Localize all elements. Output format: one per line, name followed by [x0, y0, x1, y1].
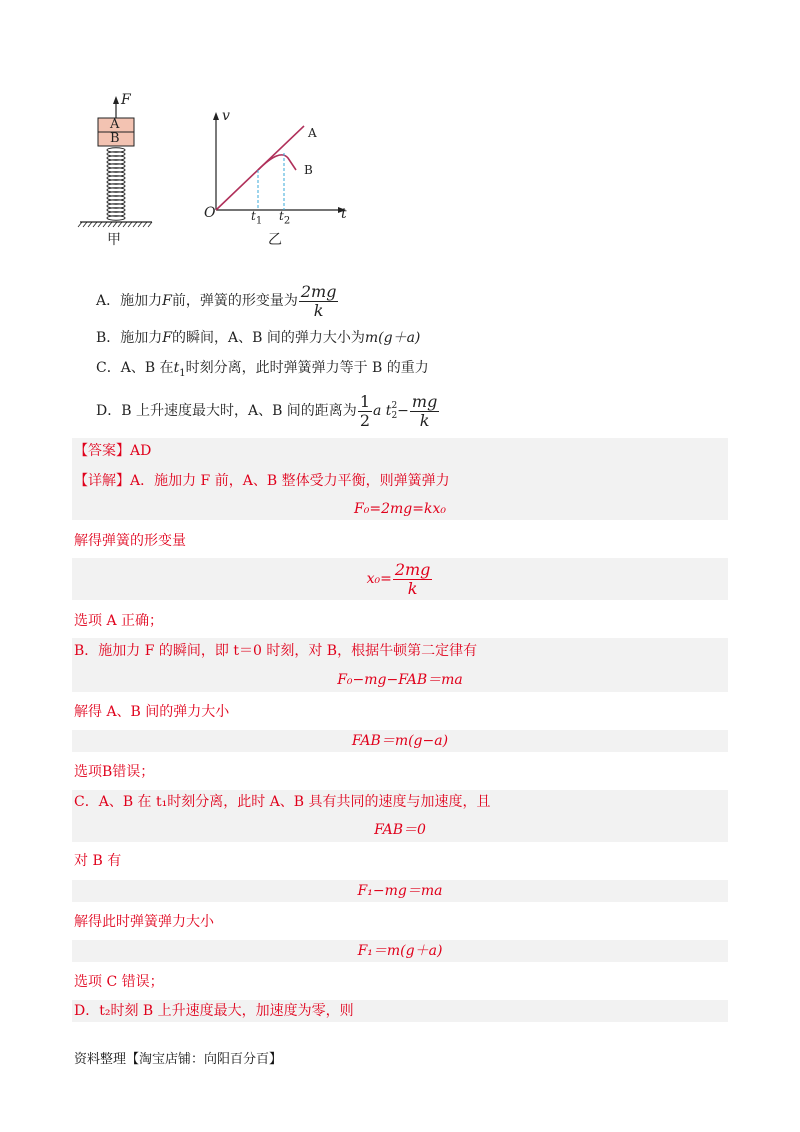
curve-b: [258, 155, 296, 170]
equation-3: F₀−mg−FAB＝ma: [337, 672, 463, 688]
option-b: B．施加力F的瞬间，A、B 间的弹力大小为m(g＋a): [96, 330, 421, 346]
equation-6: F₁−mg＝ma: [357, 883, 443, 899]
figure-jia-caption: 甲: [107, 232, 121, 248]
option-c: C．A、B 在$t_1$时刻分离，此时弹簧弹力等于 B 的重力: [96, 360, 429, 379]
text-a-correct: 选项 A 正确；: [74, 613, 164, 629]
text-spring: 解得此时弹簧弹力大小: [74, 914, 214, 930]
equation-4: FAB＝m(g−a): [351, 733, 449, 749]
text-deform: 解得弹簧的形变量: [74, 533, 186, 549]
text-c: C．A、B 在 t₁时刻分离，此时 A、B 具有共同的速度与加速度，且: [74, 794, 491, 810]
force-label: F: [121, 92, 131, 108]
t-axis-label: t: [341, 206, 347, 222]
text-d: D．t₂时刻 B 上升速度最大，加速度为零，则: [74, 1003, 354, 1019]
footer-text: 资料整理【淘宝店铺：向阳百分百】: [74, 1052, 283, 1067]
option-a: A．施加力F前，弹簧的形变量为 $\frac{2mg}{k}$: [96, 281, 337, 320]
v-axis-label: v: [222, 108, 230, 124]
t1-tick-label: $t_1$: [251, 209, 263, 227]
equation-2: x₀= $\frac{2mg}{k}$: [366, 559, 431, 598]
line-a-label: A: [308, 126, 317, 140]
text-for-b: 对 B 有: [74, 853, 122, 869]
curve-b-label: B: [304, 163, 313, 177]
text-b: B．施加力 F 的瞬间，即 t＝0 时刻，对 B，根据牛顿第二定律有: [74, 643, 478, 659]
detail-a-line: 【详解】A．施加力 F 前，A、B 整体受力平衡，则弹簧弹力: [74, 473, 450, 489]
text-ab-force: 解得 A、B 间的弹力大小: [74, 704, 230, 720]
option-d: D．B 上升速度最大时，A、B 间的距离为 $\frac{1}{2}$ a t 2 2 − $\frac{mg}{k}$: [96, 391, 438, 430]
block-b-label: B: [110, 131, 120, 146]
equation-5: FAB＝0: [374, 822, 426, 838]
figure-yi-caption: 乙: [268, 232, 282, 248]
t2-tick-label: $t_2$: [279, 209, 291, 227]
text-b-wrong: 选项B错误；: [74, 764, 155, 780]
equation-7: F₁＝m(g＋a): [357, 943, 443, 959]
figure-jia: [76, 92, 166, 252]
answer-line: 【答案】AD: [74, 443, 152, 459]
text-c-wrong: 选项 C 错误；: [74, 974, 164, 990]
equation-1: F₀=2mg=kx₀: [354, 501, 446, 517]
origin-label: O: [204, 205, 216, 221]
block-a-label: A: [110, 117, 120, 132]
